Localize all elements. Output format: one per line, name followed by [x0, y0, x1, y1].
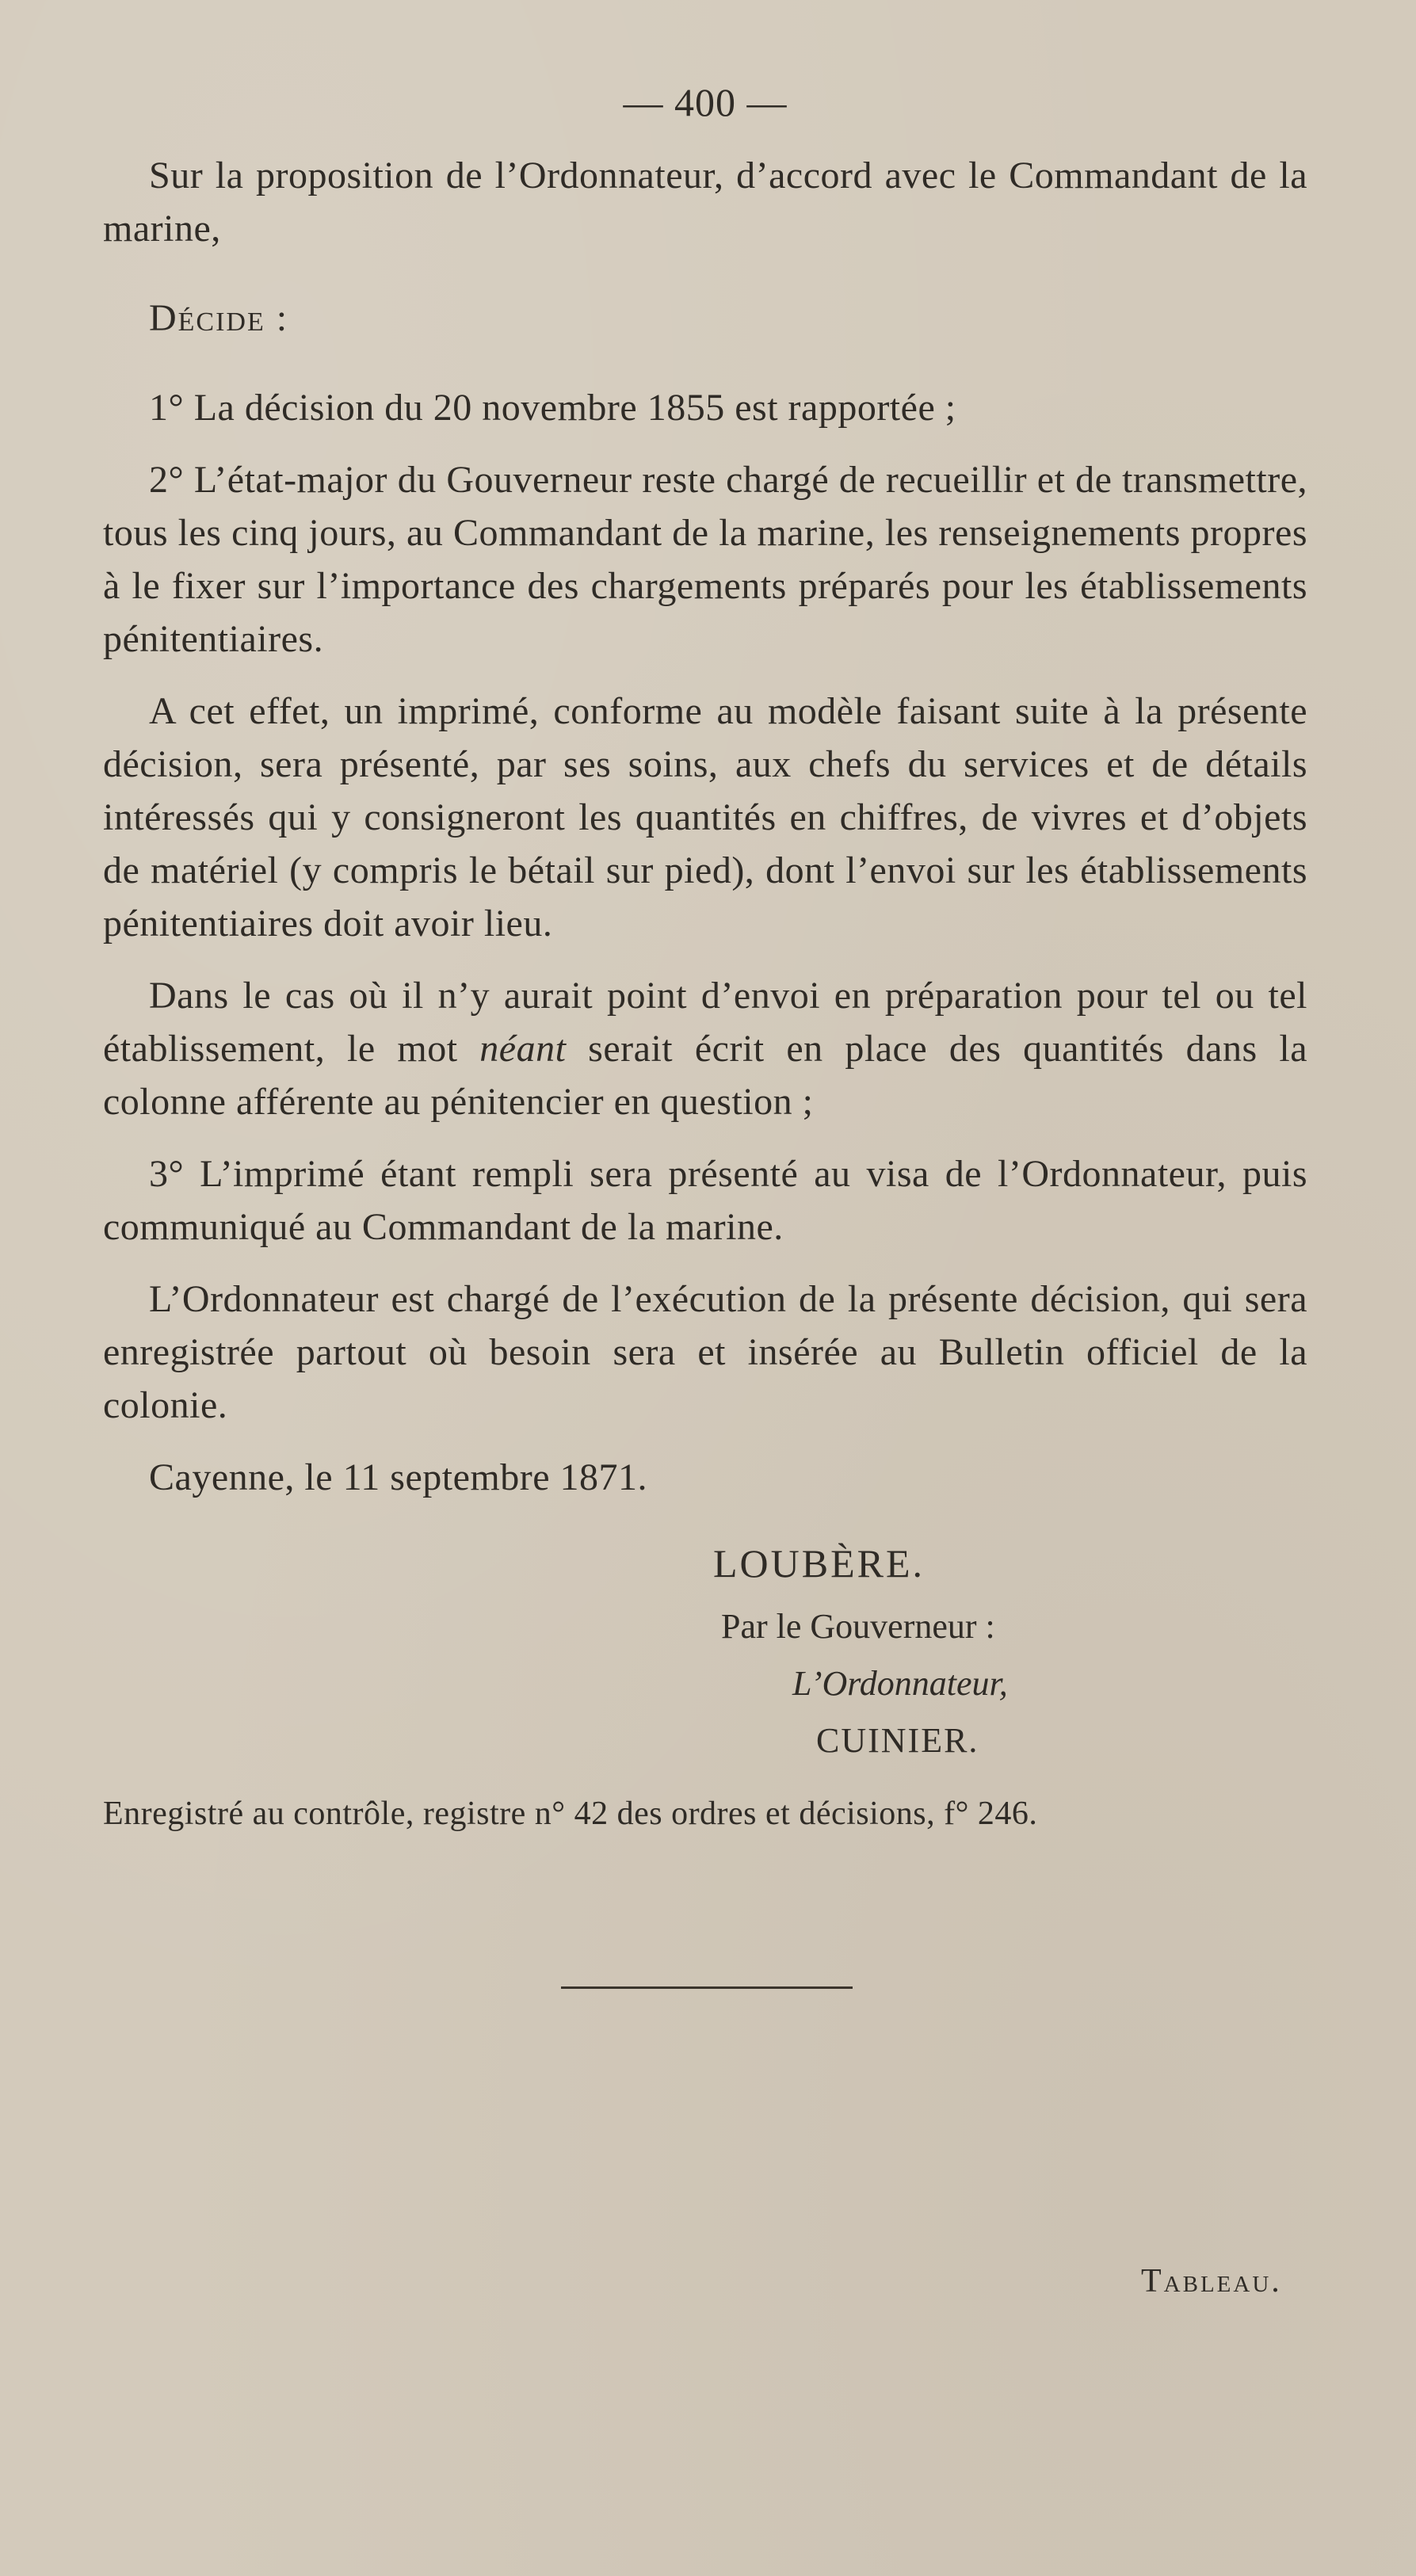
- page-text: [103, 79, 1307, 1838]
- article-2: 2° L’état-major du Gouverneur reste chargé de recueillir et de transmettre, tous les cinq jours, au Commandant de la marine, les renseignements propres à le fixer sur l’importance des chargements préparés pour les établissements pénitentiaires.: [103, 459, 1307, 660]
- neant-text-after: serait écrit en place des quantités dans la colonne afférente au pénitencier en question ;: [103, 1028, 1308, 1123]
- decide-heading: Décide :: [149, 297, 289, 339]
- article-2-continuation: A cet effet, un imprimé, conforme au modèle faisant suite à la présente décision, sera présenté, par ses soins, aux chefs du services et de détails intéressés qui y consigneront les quantités en chiffres, de vivres et d’objets de matériel (y compris le bétail sur pied), dont l’envoi sur les établissements pénitentiaires doit avoir lieu.: [103, 690, 1307, 945]
- signature-countersign: CUINIER.: [816, 1721, 979, 1760]
- page-number: — 400 —: [623, 80, 788, 124]
- article-2-neant-paragraph: [103, 969, 1307, 1128]
- neant-text-before: Dans le cas où il n’y aurait point d’envoi en préparation pour tel ou tel établissement, le mot: [103, 975, 1307, 1070]
- registration-line: Enregistré au contrôle, registre n° 42 des ordres et décisions, f° 246.: [103, 1796, 1038, 1832]
- article-1: 1° La décision du 20 novembre 1855 est rapportée ;: [149, 387, 956, 429]
- catchword: Tableau.: [1141, 2263, 1282, 2299]
- signature-role: L’Ordonnateur,: [792, 1664, 1008, 1703]
- signature-name: LOUBÈRE.: [713, 1541, 926, 1586]
- divider-rule: [561, 1986, 853, 1989]
- neant-word: néant: [479, 1028, 567, 1070]
- date-line: Cayenne, le 11 septembre 1871.: [149, 1456, 648, 1498]
- execution-paragraph: L’Ordonnateur est chargé de l’exécution de la présente décision, qui sera enregistrée partout où besoin sera et insérée au Bulletin officiel de la colonie.: [103, 1278, 1307, 1426]
- signature-par: Par le Gouverneur :: [721, 1607, 995, 1646]
- article-3: 3° L’imprimé étant rempli sera présenté au visa de l’Ordonnateur, puis communiqué au Commandant de la marine.: [103, 1153, 1307, 1248]
- opening-paragraph: Sur la proposition de l’Ordonnateur, d’accord avec le Commandant de la marine,: [103, 155, 1307, 250]
